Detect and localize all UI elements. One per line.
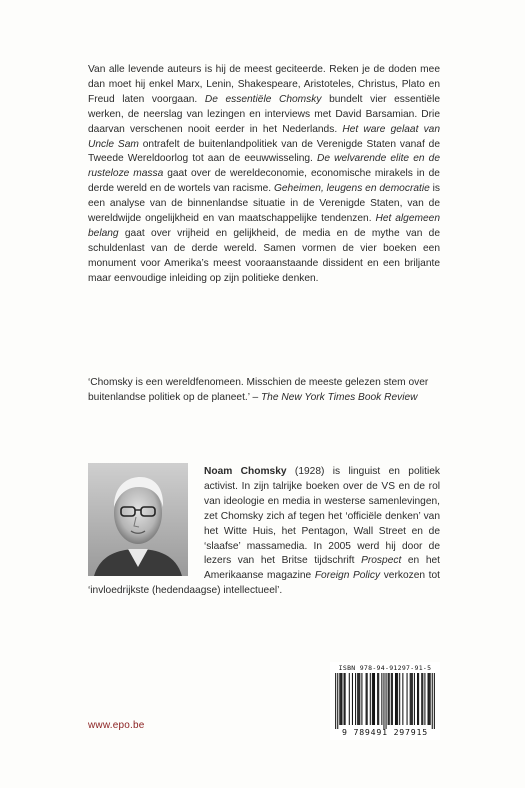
barcode-bar xyxy=(434,673,435,729)
barcode-bar xyxy=(389,673,390,725)
photo-spacer xyxy=(88,465,204,575)
blurb-text: gaat over de wereldeconomie, economische mirakels in de derde wereld en de wortels van racisme. xyxy=(88,168,440,195)
barcode-bar xyxy=(386,673,387,729)
barcode-bar xyxy=(359,673,360,725)
barcode-bar xyxy=(429,673,430,725)
blurb-text: ontrafelt de buitenlandpolitiek van de Verenigde Staten vanaf de Tweede Wereldoorlog tot aan de eeuwwisseling. xyxy=(88,138,440,165)
barcode-bar xyxy=(428,673,429,725)
barcode-bar xyxy=(345,673,346,725)
barcode-bar xyxy=(421,673,422,725)
bio-text: (1928) is linguist en politiek activist. In zijn talrijke boeken over de VS en de rol van ideologie en media in westerse samenlevingen, zet Chomsky zich af tegen het ‘officiële denken’ van het Witte Huis, het Pentagon, Wall Street en de ‘slaafse’ massamedia. In 2005 werd hij door de lezers van het Britse tijdschrift xyxy=(204,466,440,567)
barcode-bar xyxy=(417,673,418,725)
author-bio xyxy=(88,465,440,599)
isbn-digits: 9 789491 297915 xyxy=(342,727,428,737)
barcode-bar xyxy=(430,673,431,725)
magazine-title: Foreign Policy xyxy=(314,570,381,582)
book-title: Geheimen, leugens en democratie xyxy=(273,183,430,195)
barcode-bar xyxy=(399,673,400,725)
barcode-bar xyxy=(340,673,341,725)
barcode-bar xyxy=(411,673,412,725)
barcode-bar xyxy=(424,673,425,725)
barcode-bar xyxy=(367,673,368,725)
isbn-label: ISBN 978-94-91297-91-5 xyxy=(338,664,432,672)
barcode-bar xyxy=(355,673,356,725)
back-cover-blurb xyxy=(88,63,440,287)
publisher-website-link[interactable]: www.epo.be xyxy=(88,720,145,731)
quote-text: ‘Chomsky is een wereldfenomeen. Misschien de meeste gelezen stem over buitenlandse politiek op de planeet.’ – xyxy=(88,377,429,403)
barcode-bar xyxy=(391,673,392,725)
barcode-bar xyxy=(352,673,353,725)
bio-text: verkozen tot ‘invloedrijkste (hedendaagse) intellectueel’. xyxy=(88,570,440,597)
barcode-bar xyxy=(381,673,382,725)
bio-text: en het Amerikaanse magazine xyxy=(204,555,441,582)
book-title: De essentiële Chomsky xyxy=(204,93,322,105)
barcode-bar xyxy=(341,673,342,725)
barcode-bar xyxy=(366,673,367,725)
barcode-bar xyxy=(388,673,389,725)
blurb-text: gaat over vrijheid en gelijkheid, de media en de mythe van de schuldenlast van de derde wereld. Samen vormen de vier boeken een monument voor Amerika’s meest vooraanstaande dissident en een briljante maar eenvoudige inleiding op zijn politieke denken. xyxy=(88,227,440,284)
blurb-text: is een analyse van de binnenlandse situatie in de Verenigde Staten, van de wereldwijde ongelijkheid en van maatschappelijke tendenzen. xyxy=(88,183,440,225)
barcode-bar xyxy=(402,673,403,725)
barcode-bar xyxy=(418,673,419,725)
barcode-bar xyxy=(344,673,345,725)
barcode-bar xyxy=(337,673,338,729)
barcode-bar xyxy=(361,673,362,725)
barcode-bar xyxy=(377,673,378,725)
barcode-bar xyxy=(370,673,371,725)
barcode-bar xyxy=(395,673,396,725)
barcode-bar xyxy=(335,673,336,729)
barcode-bar xyxy=(358,673,359,725)
book-title: Het ware gelaat van Uncle Sam xyxy=(88,123,441,150)
quote-source: The New York Times Book Review xyxy=(260,391,418,403)
barcode-bar xyxy=(372,673,373,725)
barcode-bar xyxy=(378,673,379,725)
barcode-bar xyxy=(410,673,411,725)
barcode-bar xyxy=(397,673,398,725)
barcode-bar xyxy=(373,673,374,725)
barcode-bar xyxy=(396,673,397,725)
book-title: De welvarende elite en de rusteloze massa xyxy=(88,153,440,180)
isbn-barcode xyxy=(330,662,440,740)
author-name: Noam Chomsky xyxy=(204,466,287,477)
barcode-bar xyxy=(383,673,384,729)
barcode-bar xyxy=(392,673,393,725)
blurb-text: Van alle levende auteurs is hij de meest geciteerde. Reken je de doden mee dan moet hij enkel Marx, Lenin, Shakespeare, Aristoteles, Christus, Plato en Freud laten voorgaan. xyxy=(88,64,440,105)
book-title: Het algemeen belang xyxy=(88,213,440,239)
blurb-text: bundelt vier essentiële werken, de neerslag van lezingen en interviews met David Barsamian. Drie daarvan verschenen nooit eerder in het Nederlands. xyxy=(88,93,441,135)
magazine-title: Prospect xyxy=(361,555,402,567)
press-quote xyxy=(88,376,440,406)
barcode-bar xyxy=(412,673,413,725)
barcode-bar xyxy=(422,673,423,725)
barcode-bar xyxy=(374,673,375,725)
barcode-bar xyxy=(414,673,415,725)
barcode-bar xyxy=(349,673,350,725)
barcode-bar xyxy=(432,673,433,729)
barcode-bar xyxy=(357,673,358,725)
barcode-bar xyxy=(407,673,408,725)
barcode-bar xyxy=(339,673,340,725)
